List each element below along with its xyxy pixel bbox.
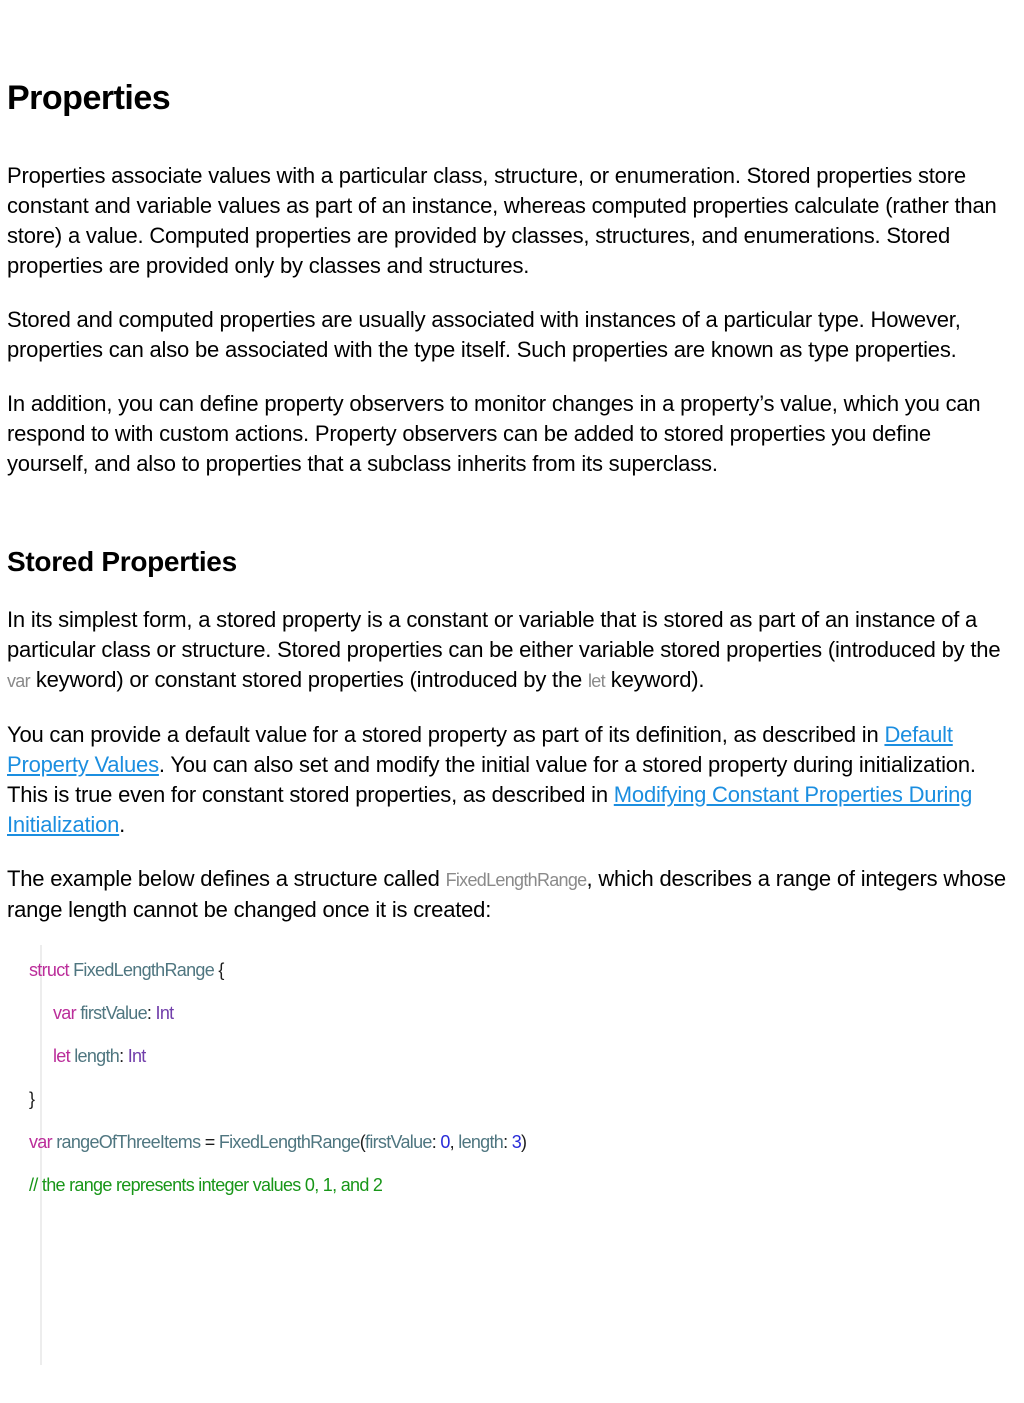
code-line-rangeofthreeitems (7, 1121, 1016, 1164)
page-title: Properties (7, 79, 171, 117)
section-heading-stored-properties: Stored Properties (7, 546, 237, 577)
code-line-var-firstvalue (7, 992, 1016, 1035)
identifier-token: rangeOfThreeItems (56, 1132, 201, 1152)
plain-token: , (449, 1132, 459, 1152)
code-block (7, 949, 1016, 1207)
paragraph-stored-3 (7, 864, 1013, 925)
inline-code-let: let (587, 671, 605, 691)
identifier-token: FixedLengthRange (73, 960, 215, 980)
type-token: Int (155, 1003, 174, 1023)
text-run: The example below defines a structure called (7, 866, 446, 891)
number-token: 3 (511, 1132, 522, 1152)
text-run: In its simplest form, a stored property is a constant or variable that is stored as part of an instance of a particular class or structure. Stored properties can be either variable stored properties (introduced by the (7, 607, 1001, 662)
type-token: Int (127, 1046, 146, 1066)
plain-token: : (119, 1046, 128, 1066)
identifier-token: FixedLengthRange (218, 1132, 360, 1152)
identifier-token: firstValue (80, 1003, 147, 1023)
plain-token: ( (359, 1132, 366, 1152)
paragraph-intro-3: In addition, you can define property observers to monitor changes in a property’s value, which you can respond to with custom actions. Property observers can be added to stored properties you define yourself, and also to properties that a subclass inherits from its superclass. (7, 391, 981, 476)
text-run: You can provide a default value for a stored property as part of its definition, as described in (7, 722, 885, 747)
identifier-token: firstValue (365, 1132, 432, 1152)
text-run: , which describes a range of integers whose range length cannot be changed once it is created: (7, 866, 1006, 922)
paragraph-intro-1: Properties associate values with a particular class, structure, or enumeration. Stored properties store constant and variable values as part of an instance, whereas computed properties calculate (rather than store) a value. Computed properties are provided by classes, structures, and enumerations. Stored properties are provided only by classes and structures. (7, 163, 997, 278)
keyword-token: var (53, 1003, 76, 1023)
identifier-token: length (74, 1046, 120, 1066)
text-run: keyword) or constant stored properties (introduced by the (29, 667, 588, 692)
keyword-token: let (53, 1046, 70, 1066)
code-line-let-length (7, 1035, 1016, 1078)
code-line-comment (7, 1164, 1016, 1207)
plain-token: : (431, 1132, 441, 1152)
plain-token: = (200, 1132, 219, 1152)
paragraph-stored-2 (7, 720, 1013, 840)
number-token: 0 (440, 1132, 450, 1152)
keyword-token: struct (29, 960, 69, 980)
text-run: . (119, 812, 126, 837)
plain-token: { (214, 960, 224, 980)
code-line-struct-close (7, 1078, 1016, 1121)
link-default-property-values[interactable]: Default Property Values (7, 722, 953, 777)
keyword-token: var (29, 1132, 52, 1152)
text-run: keyword). (604, 667, 705, 692)
plain-token: : (146, 1003, 156, 1023)
paragraph-intro-2: Stored and computed properties are usually associated with instances of a particular type. However, properties can also be associated with the type itself. Such properties are known as type properties. (7, 307, 961, 362)
inline-code-var: var (7, 671, 30, 691)
paragraph-stored-1 (7, 605, 1013, 696)
text-run: . You can also set and modify the initial value for a stored property during initialization. This is true even for constant stored properties, as described in (7, 752, 976, 807)
inline-code-fixedlengthrange: FixedLengthRange (445, 870, 587, 890)
plain-token: } (29, 1089, 35, 1109)
link-modifying-constant-properties-during-initialization[interactable]: Modifying Constant Properties During Initialization (7, 782, 973, 837)
plain-token: ) (521, 1132, 527, 1152)
identifier-token: length (458, 1132, 504, 1152)
document-page (0, 78, 1024, 1207)
plain-token: : (503, 1132, 512, 1152)
comment-token: // the range represents integer values 0, 1, and 2 (29, 1175, 383, 1195)
code-line-struct-open (7, 949, 1016, 992)
